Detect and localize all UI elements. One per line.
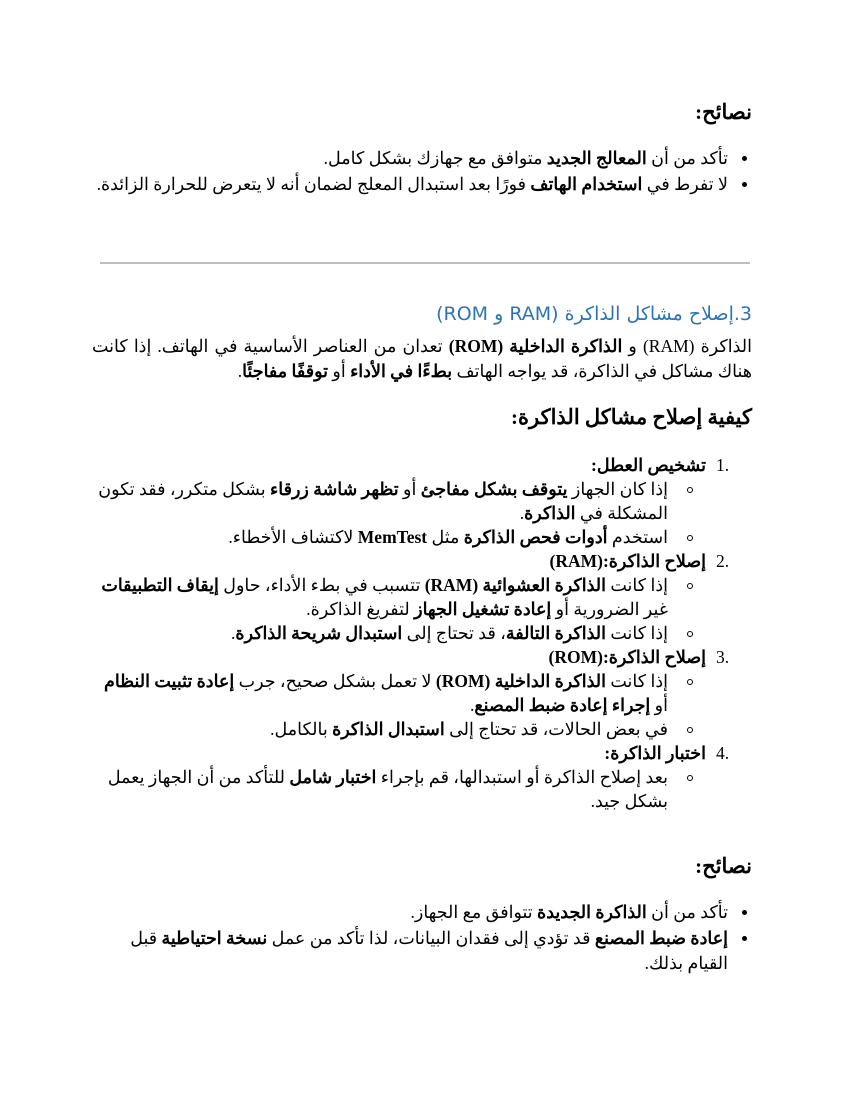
text-run: ، قد تحتاج إلى <box>402 623 506 643</box>
bold-text: إصلاح الذاكرة <box>608 647 706 667</box>
tips-list <box>92 146 752 197</box>
bold-text: إيقاف التطبيقات <box>101 575 219 595</box>
text-run: لا تفرط في <box>642 174 728 194</box>
step-number: 1. <box>716 455 730 475</box>
tips-section-2 <box>92 852 752 977</box>
bold-text: الذاكرة العشوائية (RAM) <box>424 575 606 595</box>
step-item <box>92 453 752 549</box>
text-run: . <box>519 503 525 523</box>
text-run: . <box>237 361 243 381</box>
sub-list <box>92 573 706 645</box>
text-run: الذاكرة (RAM) و <box>622 336 752 356</box>
tip-item <box>92 900 728 925</box>
text-run: غير الضرورية أو <box>551 599 668 619</box>
bold-text: توقفًا مفاجئًا <box>242 361 328 381</box>
tip-item <box>92 146 728 171</box>
text-run: أو <box>650 695 668 715</box>
sub-item <box>92 669 668 717</box>
step-title <box>92 741 706 765</box>
step-title <box>92 645 706 669</box>
bold-text: إعادة ضبط المصنع <box>594 928 728 948</box>
steps-list <box>92 453 752 813</box>
step-number: 2. <box>716 551 730 571</box>
text-run: إذا كان الجهاز <box>567 479 668 499</box>
section-divider <box>100 262 750 264</box>
bold-text: استبدال شريحة الذاكرة <box>235 623 403 643</box>
bold-text: الذاكرة <box>524 503 576 523</box>
bold-text: الذاكرة الداخلية (ROM) <box>448 336 623 356</box>
bold-text: (RAM) <box>549 551 603 571</box>
text-run: مثل <box>427 527 464 547</box>
text-run: إذا كانت <box>606 623 668 643</box>
bold-text: إصلاح الذاكرة <box>608 551 706 571</box>
intro-paragraph-block <box>92 334 752 384</box>
text-run: تأكد من أن <box>646 148 728 168</box>
how-section <box>92 403 752 813</box>
tips-section-1 <box>92 98 752 198</box>
sub-list <box>92 765 706 813</box>
sub-item <box>92 621 668 645</box>
text-run: في بعض الحالات، قد تحتاج إلى <box>444 719 668 739</box>
sub-list <box>92 477 706 549</box>
intro-paragraph <box>92 334 752 384</box>
bold-text: أدوات فحص الذاكرة <box>463 527 608 547</box>
text-run: : <box>604 743 611 763</box>
bold-text: إعادة تثبيت النظام <box>103 671 235 691</box>
text-run: بعد إصلاح الذاكرة أو استبدالها، قم بإجراء <box>376 767 668 787</box>
step-item <box>92 549 752 645</box>
text-run: للتأكد من أن الجهاز يعمل بشكل جيد. <box>107 767 668 811</box>
tips-heading: نصائح: <box>695 100 752 124</box>
step-title <box>92 453 706 477</box>
text-run: قد تؤدي إلى فقدان البيانات، لذا تأكد من عمل <box>267 928 595 948</box>
bold-text: استبدال الذاكرة <box>332 719 445 739</box>
section-title: 3.إصلاح مشاكل الذاكرة (RAM و ROM) <box>436 302 752 325</box>
text-run: : <box>602 647 609 667</box>
bold-text: اختبار الذاكرة <box>610 743 706 763</box>
bold-text: استخدام الهاتف <box>530 174 643 194</box>
bold-text: الذاكرة التالفة <box>505 623 606 643</box>
bold-text: يتوقف بشكل مفاجئ <box>420 479 568 499</box>
bold-text: بطءًا في الأداء <box>350 361 453 381</box>
sub-list <box>92 669 706 741</box>
text-run: فورًا بعد استبدال المعلج لضمان أنه لا يتعرض للحرارة الزائدة. <box>96 174 531 194</box>
sub-item <box>92 573 668 621</box>
text-run: : <box>591 455 597 475</box>
text-run: بشكل متكرر، فقد تكون المشكلة في <box>98 479 668 523</box>
tip-item <box>92 926 728 976</box>
bold-text: (ROM) <box>548 647 603 667</box>
step-item <box>92 645 752 741</box>
text-run: . <box>231 623 236 643</box>
bold-text: تظهر شاشة زرقاء <box>270 479 399 499</box>
text-run: تأكد من أن <box>646 902 728 922</box>
how-heading: كيفية إصلاح مشاكل الذاكرة: <box>510 405 752 429</box>
tip-item <box>92 172 728 197</box>
text-run: أو <box>398 479 421 499</box>
text-run: : <box>602 551 609 571</box>
text-run: لاكتشاف الأخطاء. <box>228 527 358 547</box>
bold-text: المعالج الجديد <box>546 148 647 168</box>
sub-item <box>92 717 668 741</box>
step-item <box>92 741 752 813</box>
bold-text: الذاكرة الجديدة <box>537 902 647 922</box>
text-run: متوافق مع جهازك بشكل كامل. <box>323 148 547 168</box>
tips-heading: نصائح: <box>695 854 752 878</box>
text-run: بالكامل. <box>270 719 333 739</box>
text-run: لا تعمل بشكل صحيح، جرب <box>234 671 436 691</box>
text-run: استخدم <box>607 527 668 547</box>
bold-text: MemTest <box>357 527 428 547</box>
text-run: قبل القيام بذلك. <box>130 928 728 973</box>
sub-item <box>92 765 668 813</box>
text-run: أو <box>328 361 351 381</box>
text-run: . <box>469 695 475 715</box>
bold-text: إعادة تشغيل الجهاز <box>414 599 552 619</box>
text-run: تتوافق مع الجهاز. <box>410 902 538 922</box>
bold-text: الذاكرة الداخلية (ROM) <box>435 671 606 691</box>
bold-text: اختبار شامل <box>289 767 377 787</box>
sub-item <box>92 477 668 525</box>
text-run: تعدان من العناصر الأساسية في الهاتف. إذا كانت هناك مشاكل في الذاكرة، قد يواجه الهاتف <box>92 336 752 381</box>
text-run: إذا كانت <box>606 575 668 595</box>
sub-item <box>92 525 668 549</box>
text-run: إذا كانت <box>606 671 668 691</box>
text-run: لتفريغ الذاكرة. <box>306 599 415 619</box>
tips-list <box>92 900 752 976</box>
step-number: 3. <box>716 647 730 667</box>
step-title <box>92 549 706 573</box>
text-run: تتسبب في بطء الأداء، حاول <box>218 575 425 595</box>
bold-text: إجراء إعادة ضبط المصنع <box>474 695 651 715</box>
bold-text: تشخيص العطل <box>596 455 706 475</box>
step-number: 4. <box>716 743 730 763</box>
bold-text: نسخة احتياطية <box>161 928 268 948</box>
